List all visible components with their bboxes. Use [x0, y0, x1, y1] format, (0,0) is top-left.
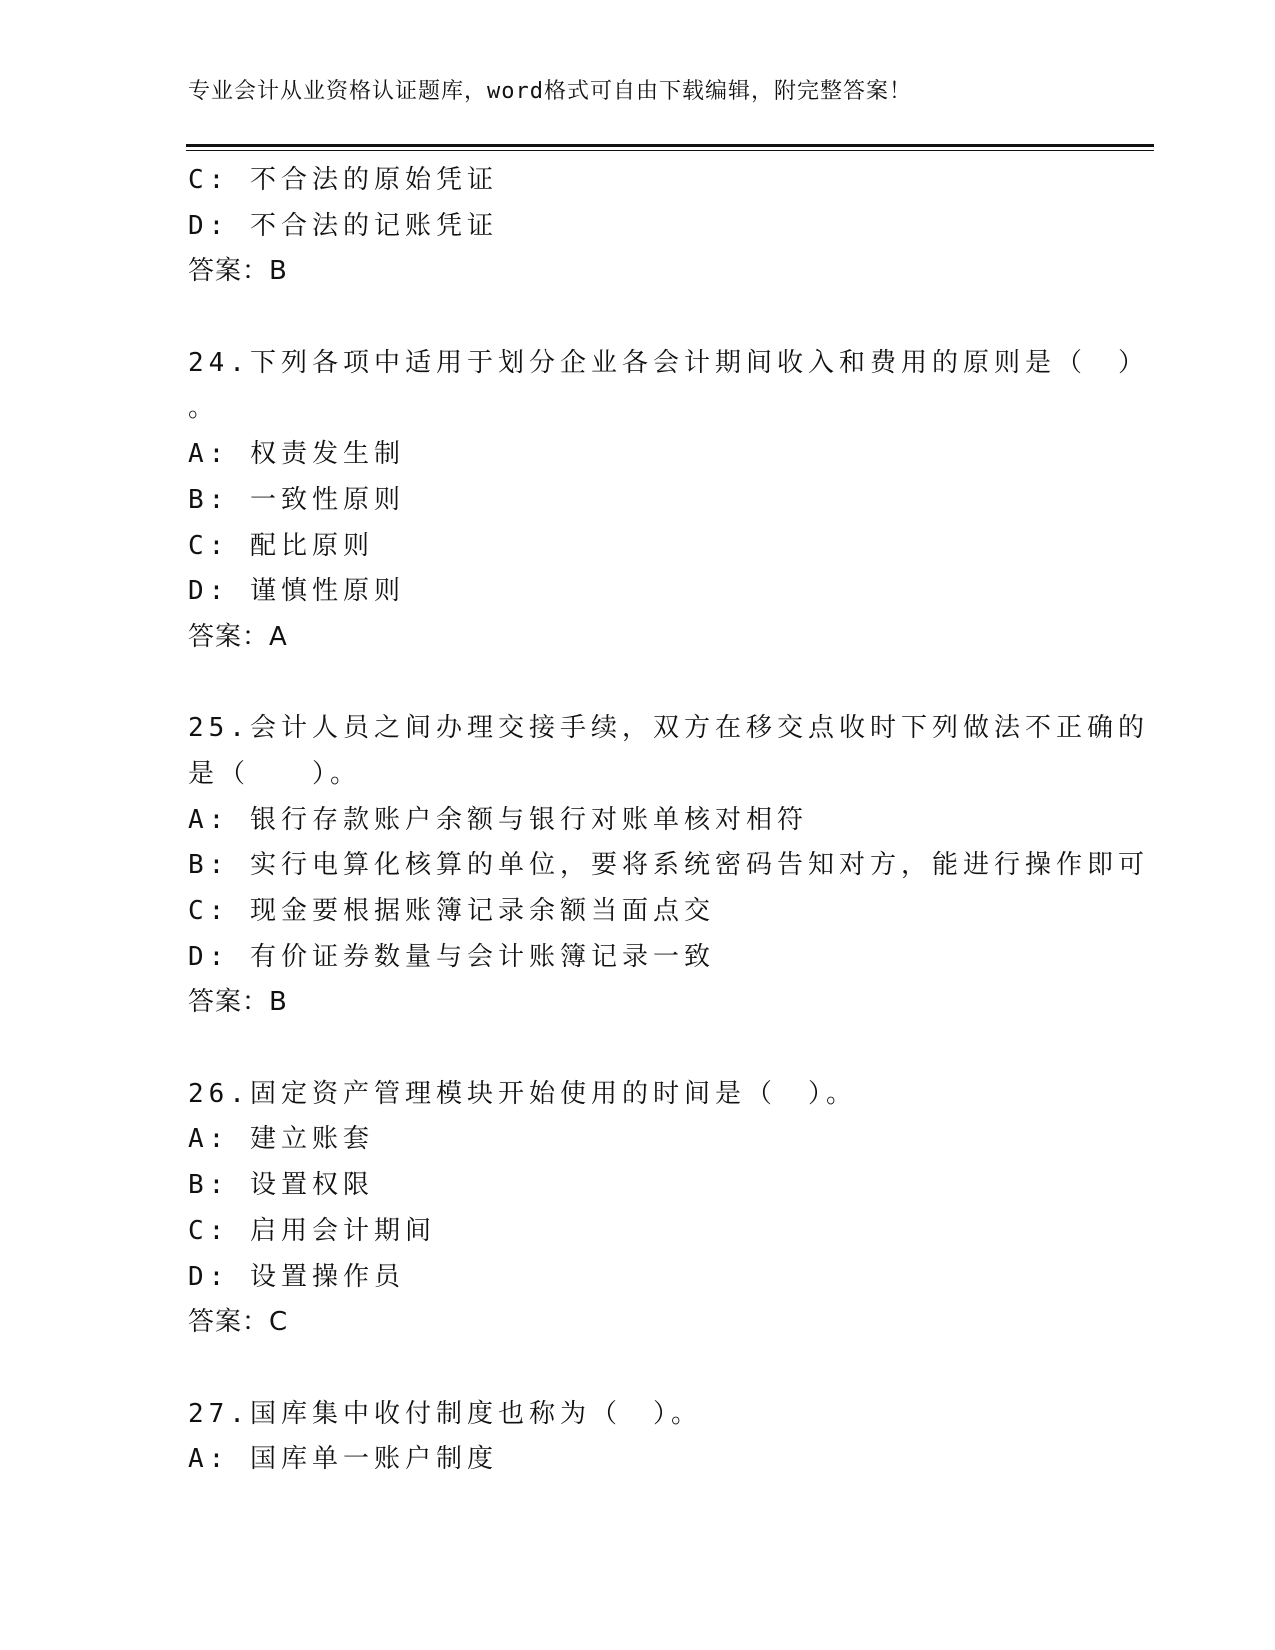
- option-line: [188, 843, 1148, 889]
- option-text: 设置操作员: [249, 1261, 405, 1292]
- option-text: 有价证券数量与会计账簿记录一致: [249, 941, 715, 972]
- option-separator: :: [208, 530, 230, 561]
- option-separator: :: [208, 850, 230, 881]
- answer-line: 答案：A: [188, 621, 288, 652]
- option-label: D: [188, 1261, 209, 1292]
- option-text: 设置权限: [249, 1170, 374, 1201]
- option-text: 配比原则: [249, 530, 374, 561]
- answer-line: 答案：B: [188, 256, 288, 287]
- option-label: B: [188, 850, 209, 881]
- option-line: [188, 569, 1148, 615]
- option-line: [188, 798, 1148, 844]
- option-label: C: [188, 896, 209, 926]
- option-line: [188, 889, 1148, 935]
- question-stem: 24.下列各项中适用于划分企业各会计期间收入和费用的原则是（ ）: [188, 347, 1149, 378]
- option-label: D: [188, 576, 209, 607]
- option-separator: :: [208, 1261, 230, 1292]
- question-stem: 27.国库集中收付制度也称为（ ）。: [188, 1398, 702, 1429]
- option-label: D: [188, 210, 209, 241]
- option-separator: :: [208, 165, 230, 195]
- spacer: [188, 661, 1148, 707]
- option-label: C: [188, 1215, 209, 1246]
- option-text: 不合法的原始凭证: [249, 165, 498, 195]
- page-header: 专业会计从业资格认证题库，word格式可自由下载编辑，附完整答案！: [188, 79, 912, 104]
- option-label: A: [188, 804, 209, 835]
- option-line: [188, 1117, 1148, 1163]
- option-line: [188, 478, 1148, 524]
- option-text: 谨慎性原则: [249, 576, 405, 607]
- option-text: 权责发生制: [249, 439, 405, 470]
- option-label: C: [188, 165, 209, 195]
- header-rule-thick: [186, 144, 1154, 147]
- option-text: 启用会计期间: [249, 1215, 436, 1246]
- option-separator: :: [208, 941, 230, 972]
- option-text: 国库单一账户制度: [249, 1444, 498, 1475]
- spacer: [188, 295, 1148, 341]
- option-label: C: [188, 530, 209, 561]
- option-separator: :: [208, 896, 230, 926]
- option-text: 现金要根据账簿记录余额当面点交: [249, 896, 715, 926]
- option-line: [188, 204, 1148, 250]
- spacer: [188, 1026, 1148, 1072]
- option-separator: :: [208, 439, 230, 470]
- option-separator: :: [208, 1170, 230, 1201]
- option-label: A: [188, 1124, 209, 1155]
- option-line: [188, 524, 1148, 570]
- option-separator: :: [208, 1215, 230, 1246]
- spacer: [188, 1346, 1148, 1392]
- option-line: [188, 432, 1148, 478]
- header-rule-thin: [186, 150, 1154, 151]
- option-line: [188, 1255, 1148, 1301]
- option-separator: :: [208, 576, 230, 607]
- option-line: [188, 158, 1148, 204]
- question-stem: 。: [188, 393, 220, 424]
- option-line: [188, 1209, 1148, 1255]
- option-separator: :: [208, 484, 230, 515]
- option-separator: :: [208, 804, 230, 835]
- answer-line: 答案：B: [188, 987, 288, 1018]
- option-line: [188, 935, 1148, 981]
- option-text: 实行电算化核算的单位，要将系统密码告知对方，能进行操作即可: [249, 850, 1149, 881]
- option-text: 一致性原则: [249, 484, 405, 515]
- option-text: 建立账套: [249, 1124, 374, 1155]
- question-stem: 26.固定资产管理模块开始使用的时间是（ ）。: [188, 1078, 857, 1109]
- option-separator: :: [208, 1124, 230, 1155]
- option-line: [188, 1437, 1148, 1483]
- option-label: B: [188, 484, 209, 515]
- option-line: [188, 1163, 1148, 1209]
- option-separator: :: [208, 1444, 230, 1475]
- option-separator: :: [208, 210, 230, 241]
- question-stem: 是（ ）。: [188, 758, 362, 789]
- option-text: 银行存款账户余额与银行对账单核对相符: [249, 804, 808, 835]
- option-label: D: [188, 941, 209, 972]
- option-label: A: [188, 439, 209, 470]
- answer-line: 答案：C: [188, 1307, 289, 1338]
- document-body: [188, 158, 1148, 1483]
- option-label: B: [188, 1170, 209, 1201]
- option-text: 不合法的记账凭证: [249, 210, 498, 241]
- question-stem: 25.会计人员之间办理交接手续，双方在移交点收时下列做法不正确的: [188, 713, 1149, 744]
- option-label: A: [188, 1444, 209, 1475]
